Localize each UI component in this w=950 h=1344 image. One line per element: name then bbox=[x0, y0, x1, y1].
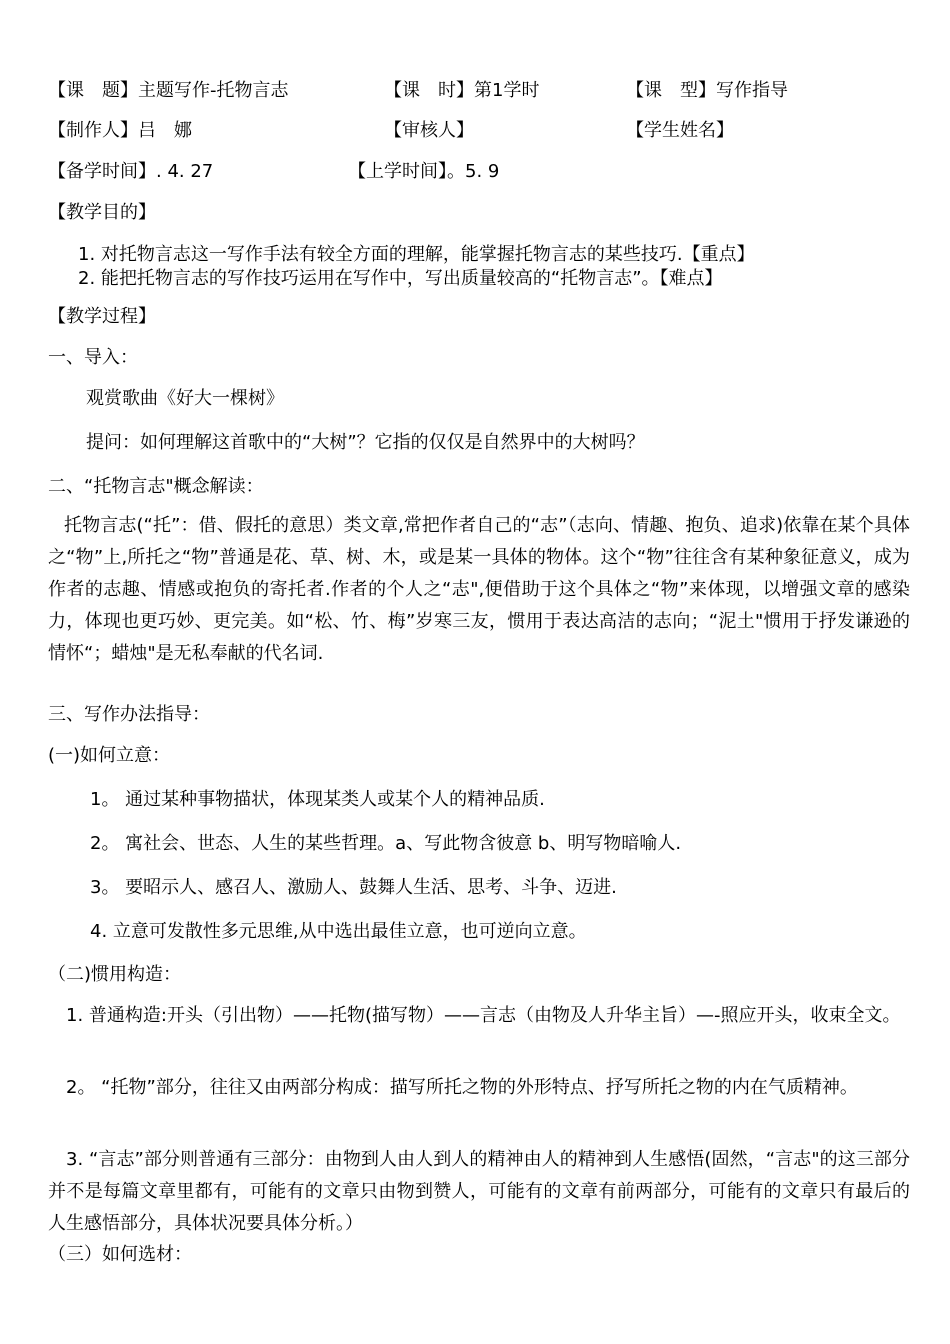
class-time-label: 【上学时间】 bbox=[348, 161, 447, 182]
topic-value: 主题写作-托物言志 bbox=[138, 80, 289, 101]
sub1-item: 4. 立意可发散性多元思维,从中选出最佳立意，也可逆向立意。 bbox=[90, 921, 587, 942]
student-label: 【学生姓名】 bbox=[626, 120, 734, 141]
period-field bbox=[384, 76, 539, 102]
concept-paragraph: 托物言志(“托”：借、假托的意思）类文章,常把作者自己的“志”（志向、情趣、抱负、追求)依靠在某个具体之“物”上,所托之“物”普通是花、草、树、木，或是某一具体的物体。这个“物”往往含有某种象征意义，成为作者的志趣、情感或抱负的寄托者.作者的个人之“志",便借助于这个具体之“物”来体现，以增强文章的感染力，体现也更巧妙、更完美。如“松、竹、梅”岁寒三友，惯用于表达高洁的志向；“泥土"惯用于抒发谦逊的情怀“；蜡烛"是无私奉献的代名词. bbox=[48, 515, 910, 664]
process-heading: 【教学过程】 bbox=[48, 306, 156, 327]
prep-time-field bbox=[48, 157, 213, 183]
intro-question-line: 提问：如何理解这首歌中的“大树”？它指的仅仅是自然界中的大树吗？ bbox=[86, 432, 645, 453]
intro-heading: 一、导入： bbox=[48, 347, 138, 368]
sub1-item: 3。 要昭示人、感召人、激励人、鼓舞人生活、思考、斗争、迈进. bbox=[90, 877, 617, 898]
prep-time-value: . 4. 27 bbox=[156, 161, 214, 182]
author-value: 吕 娜 bbox=[138, 120, 192, 141]
type-value: 写作指导 bbox=[716, 80, 788, 101]
topic-label: 【课 题】 bbox=[48, 80, 138, 101]
author-field bbox=[48, 116, 192, 142]
sub2-item-tuowu: 2。 “托物”部分，往往又由两部分构成：描写所托之物的外形特点、抒写所托之物的内在气质精神。 bbox=[66, 1077, 858, 1098]
period-value: 第1学时 bbox=[474, 80, 540, 101]
concept-heading: 二、“托物言志"概念解读： bbox=[48, 476, 264, 497]
type-label: 【课 型】 bbox=[626, 80, 716, 101]
sub1-item: 2。 寓社会、世态、人生的某些哲理。a、写此物含彼意 b、明写物暗喻人. bbox=[90, 833, 682, 854]
sub1-item: 1。 通过某种事物描状，体现某类人或某个人的精神品质. bbox=[90, 789, 545, 810]
sub3-heading: （三）如何选材： bbox=[48, 1244, 192, 1265]
class-time-field bbox=[348, 157, 499, 183]
student-field bbox=[626, 116, 734, 142]
reviewer-label: 【审核人】 bbox=[384, 120, 474, 141]
goal-item: 2. 能把托物言志的写作技巧运用在写作中，写出质量较高的“托物言志”。【难点】 bbox=[78, 268, 723, 289]
period-label: 【课 时】 bbox=[384, 80, 474, 101]
methods-heading: 三、写作办法指导： bbox=[48, 704, 210, 725]
sub2-item-structure: 1. 普通构造:开头（引出物）——托物(描写物）——言志（由物及人升华主旨）—-照应开头，收束全文。 bbox=[66, 1005, 901, 1026]
type-field bbox=[626, 76, 788, 102]
intro-song-line: 观赏歌曲《好大一棵树》 bbox=[86, 388, 284, 409]
reviewer-field bbox=[384, 116, 474, 142]
sub2-item-yanzhi: 3. “言志”部分则普通有三部分：由物到人由人到人的精神由人的精神到人生感悟(固然，“言志"的这三部分并不是每篇文章里都有，可能有的文章只由物到赞人，可能有的文章有前两部分，可能有的文章只有最后的人生感悟部分，具体状况要具体分析。） bbox=[48, 1149, 910, 1234]
sub2-heading: （二)惯用构造： bbox=[48, 964, 182, 985]
class-time-value: 。5. 9 bbox=[447, 161, 500, 182]
topic-field bbox=[48, 76, 289, 102]
sub1-heading: (一)如何立意： bbox=[48, 745, 171, 766]
prep-time-label: 【备学时间】 bbox=[48, 161, 156, 182]
goals-heading: 【教学目的】 bbox=[48, 202, 156, 223]
author-label: 【制作人】 bbox=[48, 120, 138, 141]
goal-item: 1. 对托物言志这一写作手法有较全方面的理解，能掌握托物言志的某些技巧.【重点】 bbox=[78, 244, 755, 265]
